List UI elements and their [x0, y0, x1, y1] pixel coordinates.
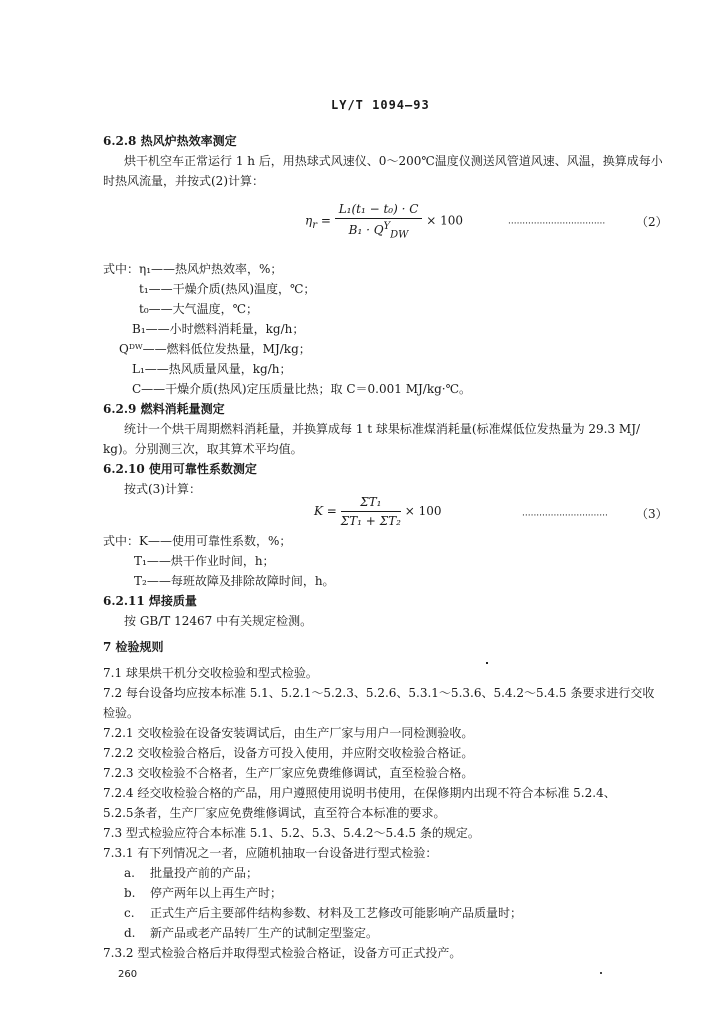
paragraph: 按 GB/T 12467 中有关规定检测。	[124, 614, 313, 628]
formula-tail: × 100	[426, 213, 464, 228]
equation-number: （2）	[636, 215, 668, 229]
scan-speck	[600, 972, 602, 974]
clause-line: 7.2.2 交收检验合格后，设备方可投入使用，并应附交收检验合格证。	[103, 746, 474, 760]
paragraph: 统计一个烘干周期燃料消耗量，并换算成每 1 t 球果标准煤消耗量(标准煤低位发热量为 29.3 MJ/	[124, 422, 641, 436]
paragraph: 时热风流量，并按式(2)计算：	[103, 174, 264, 188]
list-item	[124, 926, 379, 940]
clause-line: 7.2.3 交收检验不合格者，生产厂家应免费维修调试，直至检验合格。	[103, 766, 474, 780]
definition-line: Qᴰᵂ——燃料低位发热量，MJ/kg；	[119, 342, 311, 356]
definition-line: t₀——大气温度，℃；	[139, 302, 259, 316]
formula-numerator: L₁(t₁ − t₀) · C	[335, 202, 423, 219]
paragraph: 按式(3)计算：	[124, 482, 201, 496]
list-marker: d.	[124, 926, 136, 940]
formula-fraction	[335, 202, 423, 240]
page-header: LY/T 1094—93	[331, 98, 430, 112]
definition-line: 式中：η₁——热风炉热效率，%；	[103, 262, 283, 276]
clause-line: 7.3.1 有下列情况之一者，应随机抽取一台设备进行型式检验：	[103, 846, 438, 860]
clause-line: 7.2.4 经交收检验合格的产品，用户遵照使用说明书使用，在保修期内出现不符合本标准 5.2.4、	[103, 786, 616, 800]
clause-line: 7.2.1 交收检验在设备安装调试后，由生产厂家与用户一同检测验收。	[103, 726, 474, 740]
definition-line: B₁——小时燃料消耗量，kg/h；	[132, 322, 305, 336]
formula-numerator: ΣT₁	[341, 495, 401, 512]
clause-line: 7.3 型式检验应符合本标准 5.1、5.2、5.3、5.4.2～5.4.5 条的规定。	[103, 826, 480, 840]
paragraph: 烘干机空车正常运行 1 h 后，用热球式风速仪、0～200℃温度仪测送风管道风速、风温，换算成每小	[124, 154, 663, 168]
formula-2: $\eta_r$ = $\frac{\text{L₁(t₁ − t₀) · C}}{B_1 \cdot Q^Y_{DW}}$ × 100	[305, 202, 464, 241]
clause-line: 检验。	[103, 706, 140, 720]
list-marker: a.	[124, 866, 135, 880]
definition-line: 式中：K——使用可靠性系数，%；	[103, 534, 292, 548]
section-6-2-11-title: 6.2.11 焊接质量	[103, 594, 197, 608]
list-text: 正式生产后主要部件结构参数、材料及工艺修改可能影响产品质量时；	[150, 906, 523, 920]
definition-line: L₁——热风质量风量，kg/h；	[132, 362, 292, 376]
section-7-title: 7 检验规则	[103, 640, 164, 654]
definition-line: t₁——干燥介质(热风)温度，℃；	[139, 282, 316, 296]
leader-dots: ······························	[522, 511, 608, 521]
formula-lhs-sub: r	[312, 220, 317, 232]
formula-denominator: $B_1 \cdot Q^Y_{DW}$	[348, 221, 409, 241]
formula-fraction	[341, 495, 401, 528]
clause-line: 7.2 每台设备均应按本标准 5.1、5.2.1～5.2.3、5.2.6、5.3.1～5.3.6、5.4.2～5.4.5 条要求进行交收	[103, 686, 655, 700]
equation-number: （3）	[636, 507, 668, 521]
list-item	[124, 886, 283, 900]
formula-lhs: η	[305, 213, 313, 228]
clause-line: 7.3.2 型式检验合格后并取得型式检验合格证，设备方可正式投产。	[103, 946, 462, 960]
definition-line: T₂——每班故障及排除故障时间，h。	[134, 574, 335, 588]
list-text: 新产品或老产品转厂生产的试制定型鉴定。	[150, 926, 379, 940]
list-marker: c.	[124, 906, 135, 920]
formula-denominator: ΣT₁ + ΣT₂	[340, 514, 401, 528]
definition-line: C——干燥介质(热风)定压质量比热；取 C＝0.001 MJ/kg·℃。	[132, 382, 472, 396]
paragraph: kg)。分别测三次，取其算术平均值。	[103, 442, 303, 456]
formula-3: K = $\frac{\text{ΣT₁}}{\text{ΣT₁ + ΣT₂}}$ × 100	[314, 495, 442, 528]
list-item	[124, 866, 259, 880]
formula-lhs: K	[314, 504, 323, 518]
leader-dots: ··································	[508, 219, 606, 229]
clause-line: 5.2.5条者，生产厂家应免费维修调试，直至符合本标准的要求。	[103, 806, 446, 820]
list-text: 停产两年以上再生产时；	[150, 886, 283, 900]
page-number: 260	[118, 969, 138, 980]
scan-speck	[486, 662, 488, 664]
definition-line: T₁——烘干作业时间，h；	[134, 554, 275, 568]
clause-line: 7.1 球果烘干机分交收检验和型式检验。	[103, 666, 318, 680]
list-marker: b.	[124, 886, 136, 900]
section-6-2-8-title: 6.2.8 热风炉热效率测定	[103, 134, 237, 148]
section-6-2-10-title: 6.2.10 使用可靠性系数测定	[103, 462, 257, 476]
list-item	[124, 906, 523, 920]
formula-tail: × 100	[404, 504, 442, 518]
list-text: 批量投产前的产品；	[150, 866, 259, 880]
section-6-2-9-title: 6.2.9 燃料消耗量测定	[103, 402, 225, 416]
